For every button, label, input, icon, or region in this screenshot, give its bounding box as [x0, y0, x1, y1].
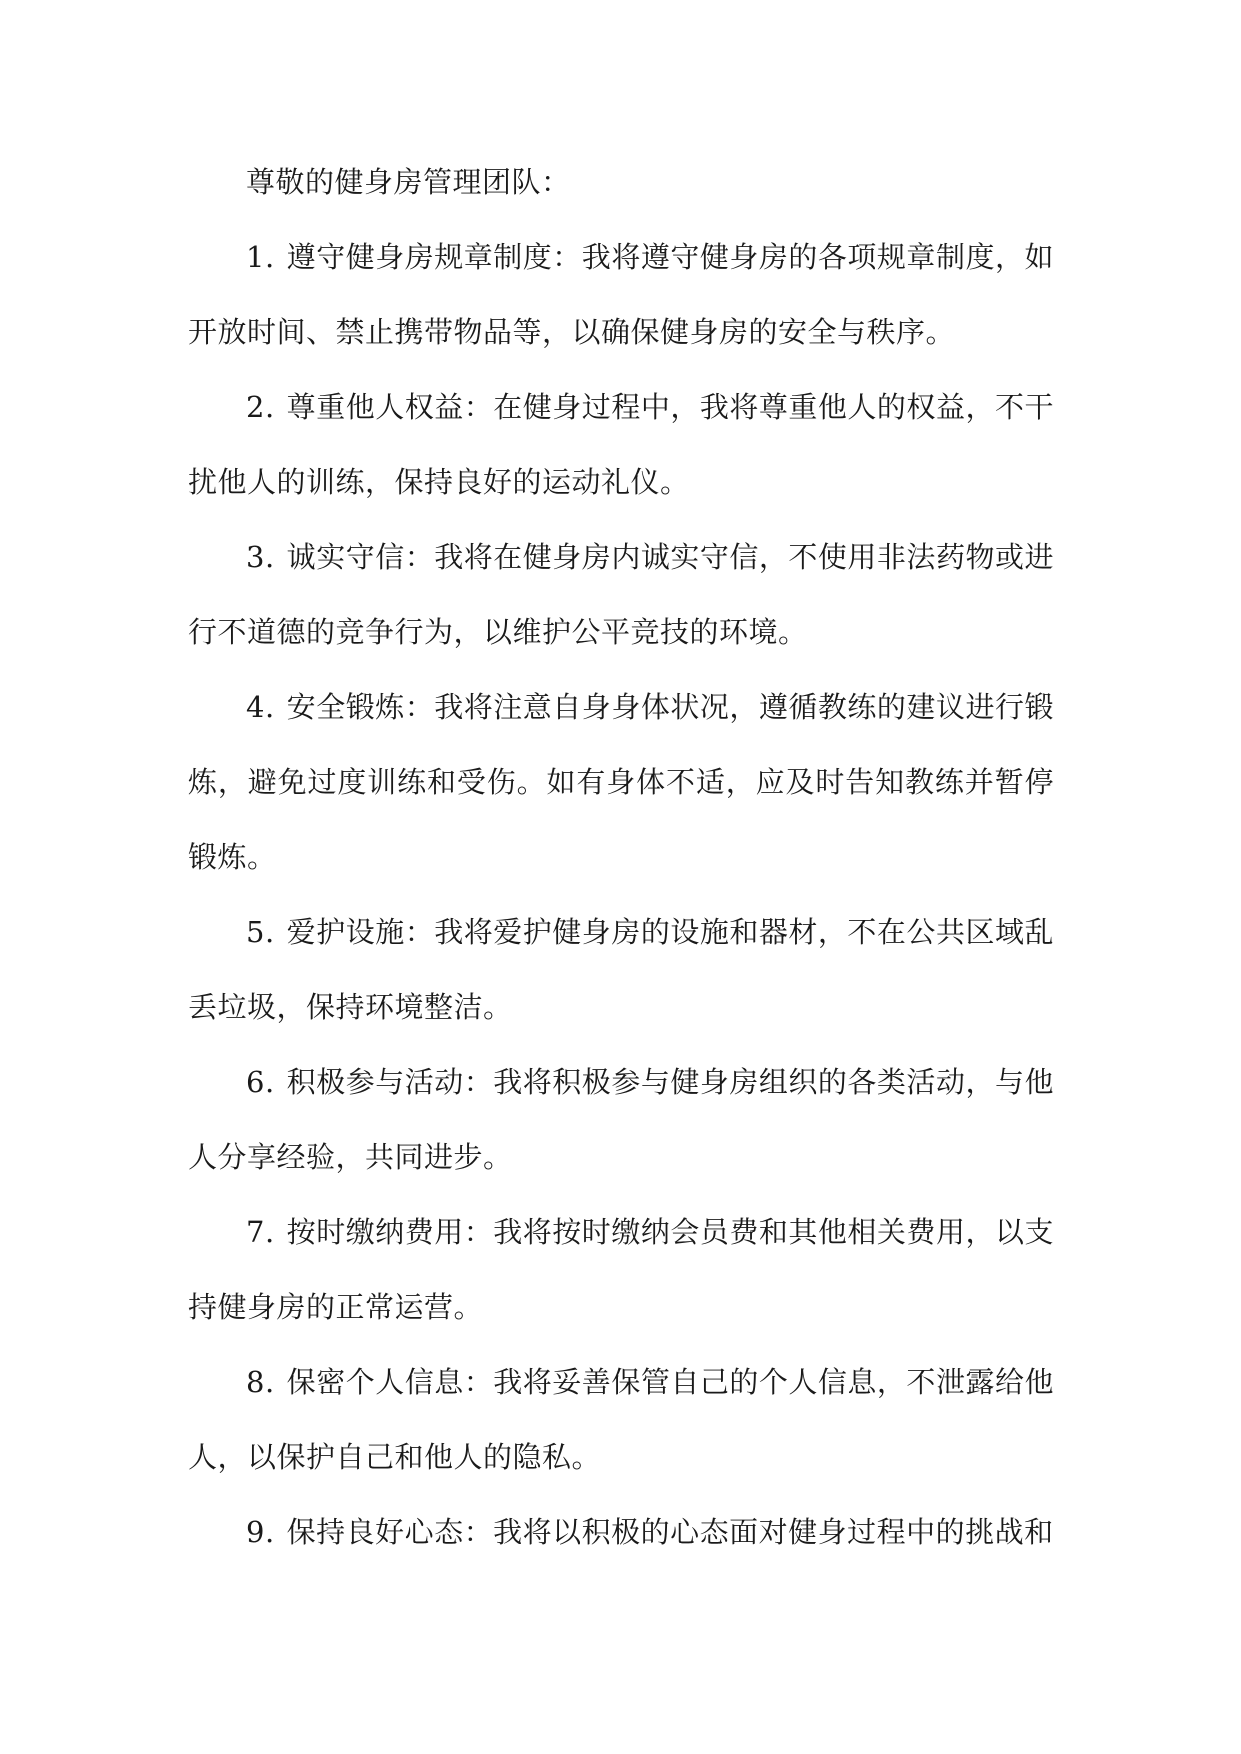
- list-item: [188, 1195, 1054, 1345]
- document-body: [188, 145, 1054, 1570]
- item-number: 7.: [246, 1215, 275, 1249]
- item-text: 保持良好心态：我将以积极的心态面对健身过程中的挑战和: [286, 1515, 1054, 1549]
- item-number: 8.: [246, 1365, 275, 1399]
- item-text: 遵守健身房规章制度：我将遵守健身房的各项规章制度，如开放时间、禁止携带物品等，以确保健身房的安全与秩序。: [188, 240, 1054, 349]
- list-item: [188, 670, 1054, 895]
- item-number: 2.: [246, 390, 275, 424]
- item-number: 3.: [246, 540, 275, 574]
- item-text: 按时缴纳费用：我将按时缴纳会员费和其他相关费用，以支持健身房的正常运营。: [188, 1215, 1054, 1324]
- item-text: 诚实守信：我将在健身房内诚实守信，不使用非法药物或进行不道德的竞争行为，以维护公平竞技的环境。: [188, 540, 1054, 649]
- item-text: 安全锻炼：我将注意自身身体状况，遵循教练的建议进行锻炼，避免过度训练和受伤。如有身体不适，应及时告知教练并暂停锻炼。: [188, 690, 1054, 874]
- item-number: 4.: [246, 690, 275, 724]
- item-number: 5.: [246, 915, 275, 949]
- list-item: [188, 370, 1054, 520]
- list-item: [188, 895, 1054, 1045]
- list-item: [188, 1495, 1054, 1570]
- item-number: 1.: [246, 240, 275, 274]
- list-item: [188, 520, 1054, 670]
- list-item: [188, 1045, 1054, 1195]
- item-number: 9.: [246, 1515, 275, 1549]
- item-text: 尊重他人权益：在健身过程中，我将尊重他人的权益，不干扰他人的训练，保持良好的运动礼仪。: [188, 390, 1054, 499]
- list-item: [188, 220, 1054, 370]
- item-text: 积极参与活动：我将积极参与健身房组织的各类活动，与他人分享经验，共同进步。: [188, 1065, 1054, 1174]
- greeting: 尊敬的健身房管理团队：: [246, 165, 571, 199]
- item-text: 爱护设施：我将爱护健身房的设施和器材，不在公共区域乱丢垃圾，保持环境整洁。: [188, 915, 1054, 1024]
- item-number: 6.: [246, 1065, 275, 1099]
- list-item: [188, 1345, 1054, 1495]
- item-text: 保密个人信息：我将妥善保管自己的个人信息，不泄露给他人，以保护自己和他人的隐私。: [188, 1365, 1054, 1474]
